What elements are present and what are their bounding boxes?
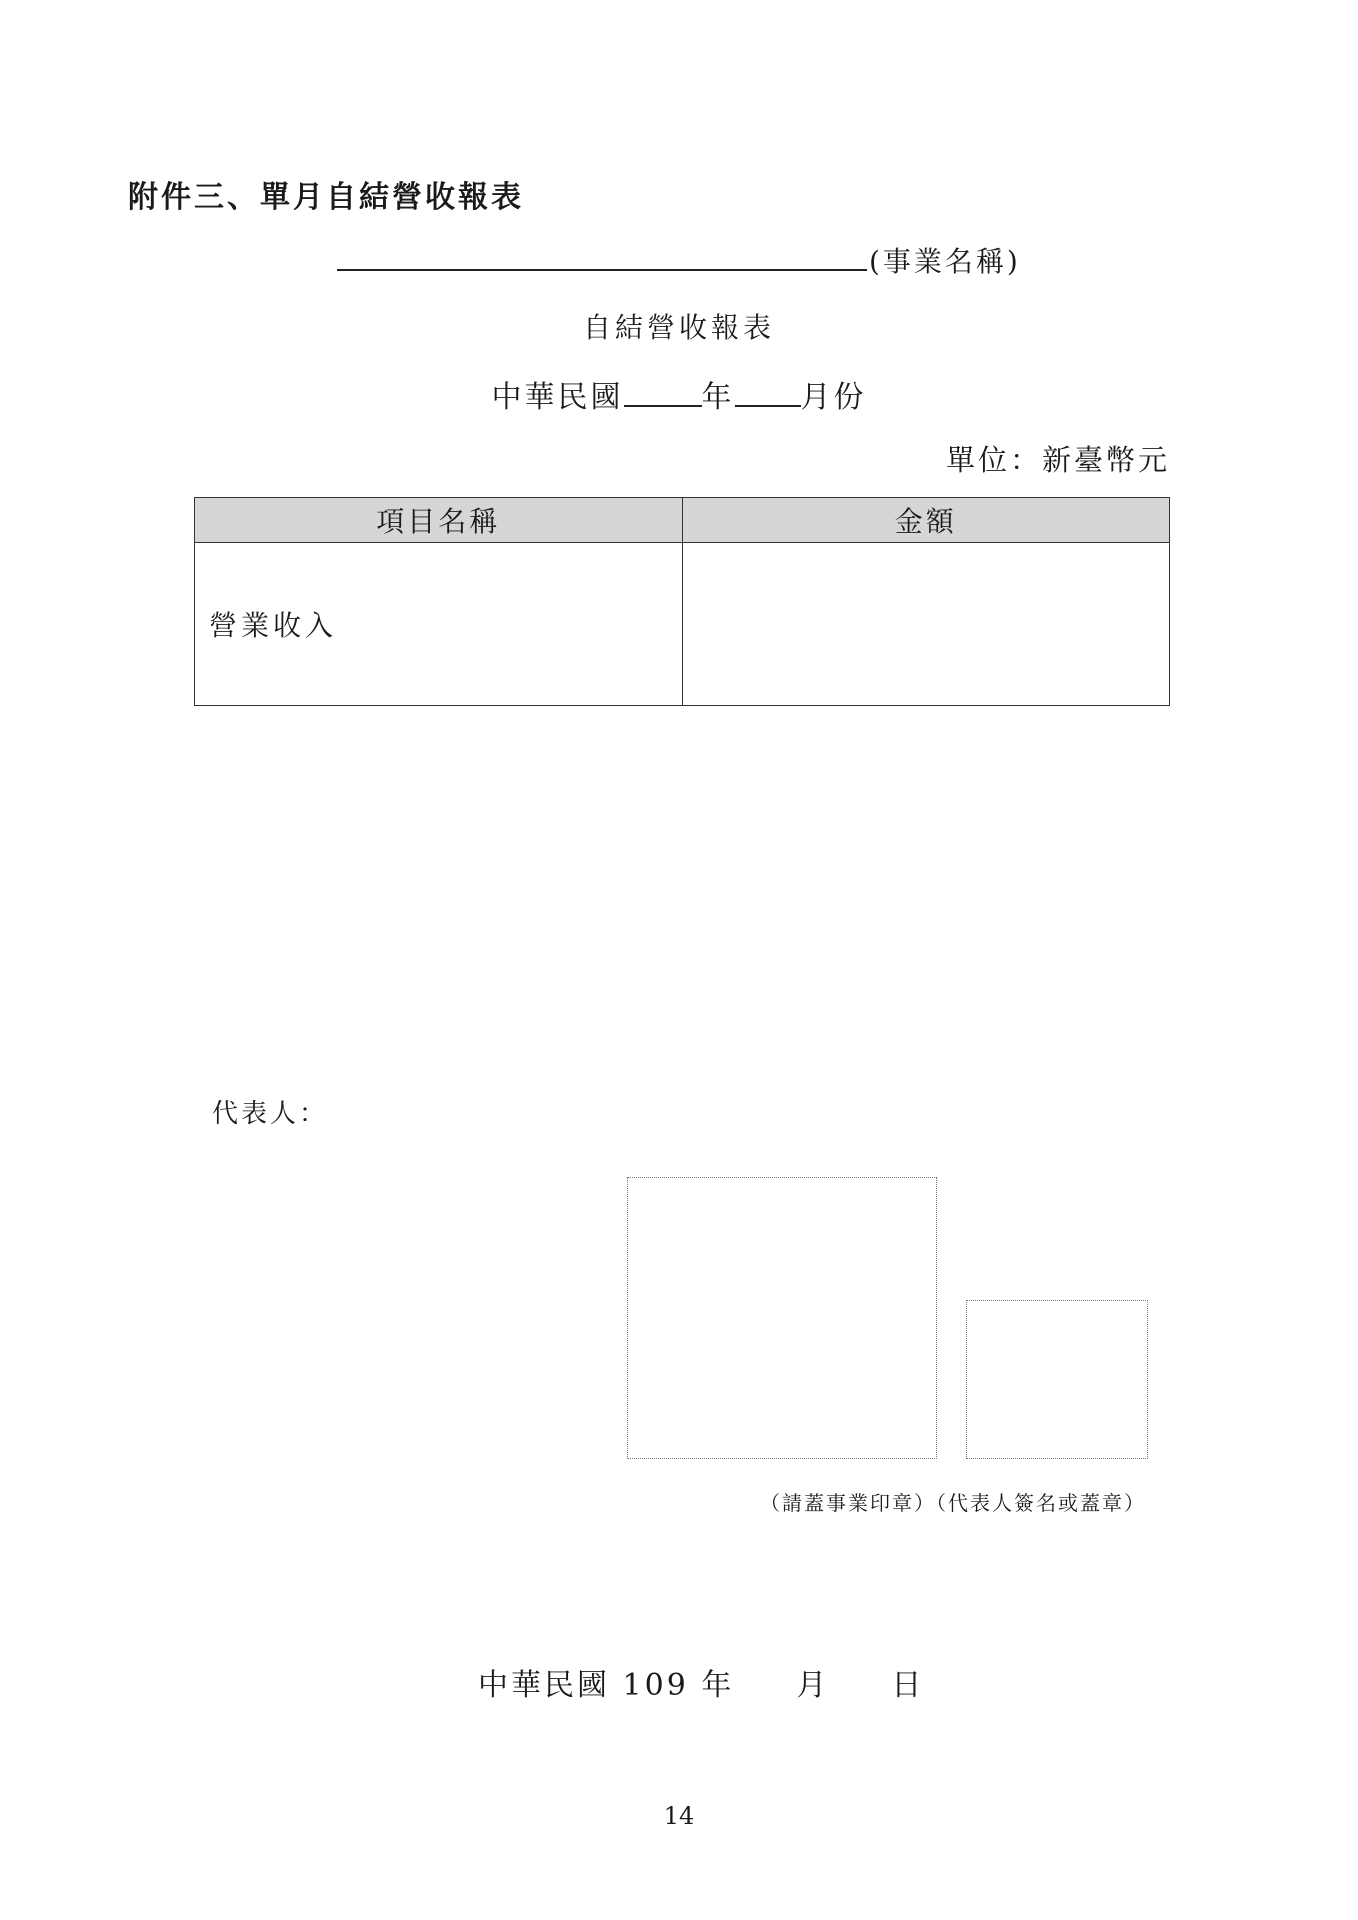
date-row (478, 1660, 924, 1704)
company-name-blank[interactable] (337, 243, 867, 271)
date-year: 109 (622, 1668, 689, 1703)
date-day-label: 日 (891, 1668, 925, 1703)
table-row (195, 543, 1170, 706)
period-year-label: 年 (701, 380, 735, 415)
company-name-label: (事業名稱) (869, 245, 1021, 278)
page-heading: 附件三、單月自結營收報表 (128, 180, 524, 215)
seal-caption: （請蓋事業印章）（代表人簽名或蓋章） (760, 1491, 1146, 1515)
period-year-blank[interactable] (624, 379, 702, 407)
company-name-row (337, 240, 1021, 280)
period-prefix: 中華民國 (491, 380, 624, 415)
revenue-table (194, 497, 1170, 706)
form-title: 自結營收報表 (582, 311, 775, 344)
period-row (0, 372, 1358, 416)
item-cell: 營業收入 (195, 543, 683, 706)
company-seal-box[interactable] (627, 1177, 937, 1459)
currency-unit: 單位：新臺幣元 (945, 443, 1170, 477)
date-year-label: 年 (701, 1668, 735, 1703)
period-month-blank[interactable] (735, 379, 801, 407)
date-prefix: 中華民國 (478, 1668, 610, 1703)
column-header-amount: 金額 (682, 498, 1170, 543)
period-month-label: 月份 (800, 380, 867, 415)
amount-cell[interactable] (682, 543, 1170, 706)
page-number: 14 (663, 1802, 695, 1830)
representative-seal-box[interactable] (966, 1300, 1148, 1459)
column-header-item: 項目名稱 (195, 498, 683, 543)
date-month-label: 月 (796, 1668, 830, 1703)
representative-label: 代表人： (212, 1099, 329, 1129)
table-header-row (195, 498, 1170, 543)
